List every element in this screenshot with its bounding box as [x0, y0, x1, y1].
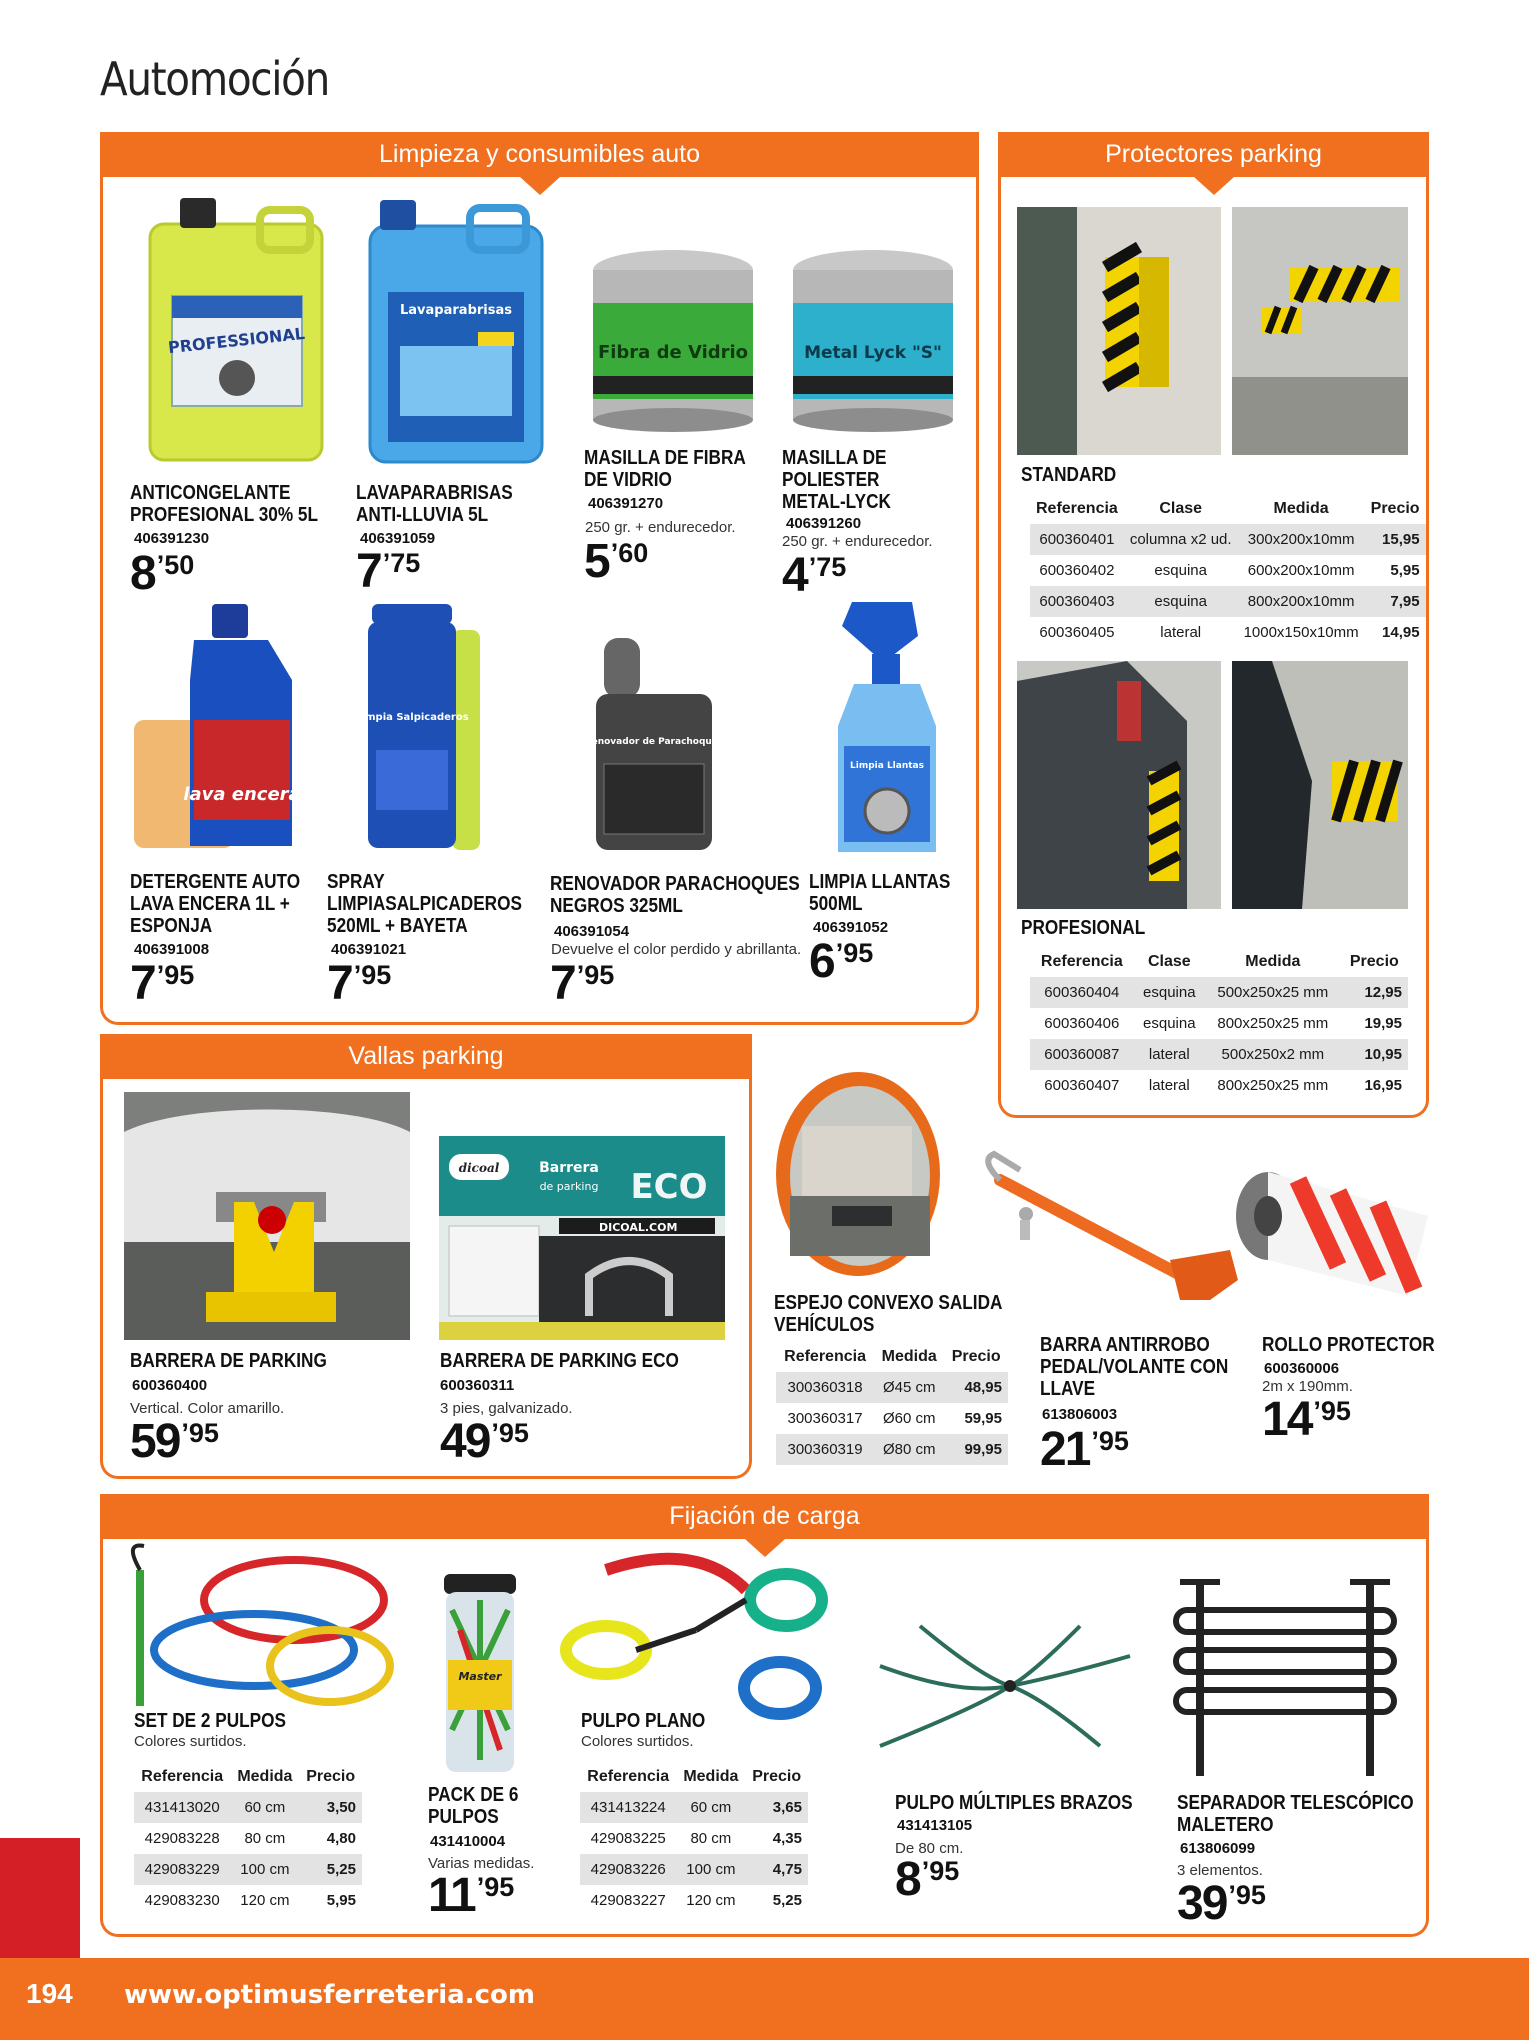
espejo-table	[776, 1344, 1008, 1465]
product-desc: Varias medidas.	[428, 1855, 535, 1872]
product-image-masilla-fibra	[590, 248, 756, 434]
product-name-lavaparabrisas: LAVAPARABRISAS ANTI-LLUVIA 5L	[356, 482, 513, 526]
pack-6-pulpos-image	[440, 1570, 520, 1776]
product-name-limpia-llantas: LIMPIA LLANTAS 500ML	[809, 871, 951, 915]
product-ref: 600360006	[1264, 1360, 1340, 1377]
label-text: Limpia Salpicaderos	[355, 712, 469, 723]
section-header-protectores: Protectores parking	[998, 132, 1429, 177]
product-price: 21 ’95	[1040, 1423, 1129, 1476]
col-header: Clase	[1159, 500, 1203, 517]
product-price: 7 ’75	[356, 545, 421, 598]
col-header: Medida	[683, 1768, 739, 1785]
product-ref: 600360400	[132, 1377, 208, 1394]
barrera-parking-image	[124, 1092, 410, 1340]
pack-url: DICOAL.COM	[599, 1221, 678, 1234]
table-row: 600360405 lateral 1000x150x10mm 14,95	[1039, 624, 1420, 641]
label-text: Limpia Llantas	[850, 761, 924, 771]
espejo-image	[762, 1056, 942, 1280]
product-ref: 406391230	[134, 530, 210, 547]
table-row: 429083230 120 cm 5,95	[144, 1892, 356, 1909]
protector-standard-image-2	[1232, 207, 1408, 455]
product-name-pack-6: PACK DE 6 PULPOS	[428, 1784, 519, 1828]
table-row: 431413020 60 cm 3,50	[134, 1792, 362, 1823]
pulpo-multiples-image	[860, 1616, 1150, 1762]
product-name-masilla-metal: MASILLA DE POLIESTER METAL-LYCK	[782, 447, 891, 513]
product-ref: 613806099	[1180, 1840, 1256, 1857]
protector-profesional-image-2	[1232, 661, 1408, 909]
col-header: Medida	[1273, 500, 1329, 517]
table-row: 429083226 100 cm 4,75	[580, 1854, 808, 1885]
table-row: 600360404 esquina 500x250x25 mm 12,95	[1030, 977, 1408, 1008]
standard-title: STANDARD	[1021, 464, 1117, 486]
set-2-pulpos-table	[134, 1764, 362, 1916]
product-price: 6 ’95	[809, 935, 874, 988]
product-ref: 406391052	[813, 919, 889, 936]
product-ref: 431410004	[430, 1833, 506, 1850]
product-price: 7 ’95	[550, 957, 615, 1010]
product-name-barrera-eco: BARRERA DE PARKING ECO	[440, 1350, 679, 1372]
pulpo-plano-image	[546, 1550, 846, 1736]
table-row: 429083227 120 cm 5,25	[590, 1892, 802, 1909]
pack-brand: dicoal	[458, 1161, 500, 1175]
product-price: 59 ’95	[130, 1415, 219, 1468]
product-ref: 431413105	[897, 1817, 973, 1834]
col-header: Referencia	[587, 1768, 670, 1785]
product-name-detergente: DETERGENTE AUTO LAVA ENCERA 1L + ESPONJA	[130, 871, 301, 937]
col-header: Medida	[237, 1768, 293, 1785]
product-name-separador: SEPARADOR TELESCÓPICO MALETERO	[1177, 1792, 1414, 1836]
page-number: 194	[26, 1978, 73, 2009]
product-desc: 2m x 190mm.	[1262, 1378, 1353, 1395]
product-image-detergente	[132, 600, 302, 856]
product-desc: Devuelve el color perdido y abrillanta.	[551, 941, 802, 958]
table-row: 600360402 esquina 600x200x10mm 5,95	[1039, 562, 1420, 579]
col-header: Precio	[951, 1348, 1001, 1365]
standard-table	[1030, 496, 1426, 648]
product-price: 5 ’60	[584, 535, 649, 588]
protector-profesional-image-1	[1017, 661, 1221, 909]
product-price: 8 ’50	[130, 547, 195, 600]
product-desc: 3 pies, galvanizado.	[440, 1400, 573, 1417]
product-desc: Vertical. Color amarillo.	[130, 1400, 285, 1417]
product-desc: De 80 cm.	[895, 1840, 964, 1857]
product-image-anticongelante	[140, 196, 332, 466]
protector-standard-image-1	[1017, 207, 1221, 455]
page-title: Automoción	[100, 52, 329, 106]
label-text: Metal Lyck "S"	[804, 343, 942, 363]
profesional-title: PROFESIONAL	[1021, 917, 1146, 939]
product-name-masilla-fibra: MASILLA DE FIBRA DE VIDRIO	[584, 447, 746, 491]
table-row: 600360401 columna x2 ud. 300x200x10mm 15,95	[1030, 524, 1426, 555]
product-price: 14 ’95	[1262, 1393, 1351, 1446]
barra-antirrobo-image	[980, 1150, 1250, 1320]
col-header: Medida	[881, 1348, 937, 1365]
product-desc: Colores surtidos.	[581, 1733, 694, 1750]
product-image-limpia-llantas	[832, 596, 942, 858]
col-header: Referencia	[1036, 500, 1118, 517]
table-row: 300360317 Ø60 cm 59,95	[787, 1410, 1002, 1427]
section-header-fijacion: Fijación de carga	[100, 1494, 1429, 1539]
product-name-espejo: ESPEJO CONVEXO SALIDA VEHÍCULOS	[774, 1292, 1003, 1336]
product-image-lavaparabrisas	[360, 196, 552, 468]
product-price: 11 ’95	[428, 1869, 515, 1922]
table-row: 429083225 80 cm 4,35	[590, 1830, 802, 1847]
product-ref: 406391021	[331, 941, 407, 958]
section-header-limpieza: Limpieza y consumibles auto	[100, 132, 979, 177]
col-header: Medida	[1245, 953, 1301, 970]
col-header: Precio	[1370, 500, 1420, 517]
product-price: 39 ’95	[1177, 1877, 1266, 1930]
product-ref: 600360311	[440, 1377, 515, 1394]
product-image-spray	[355, 600, 482, 852]
pack-title: Barrera	[539, 1160, 599, 1176]
table-row: 600360403 esquina 800x200x10mm 7,95	[1030, 586, 1426, 617]
product-name-set-2-pulpos: SET DE 2 PULPOS	[134, 1710, 286, 1732]
product-ref: 406391270	[588, 495, 664, 512]
product-ref: 406391008	[134, 941, 210, 958]
pack-eco: ECO	[630, 1167, 708, 1207]
product-price: 4 ’75	[782, 549, 847, 602]
product-name-pulpo-multiples: PULPO MÚLTIPLES BRAZOS	[895, 1792, 1133, 1814]
product-desc: Colores surtidos.	[134, 1733, 247, 1750]
col-header: Precio	[752, 1768, 802, 1785]
product-name-spray: SPRAY LIMPIASALPICADEROS 520ML + BAYETA	[327, 871, 522, 937]
section-header-vallas: Vallas parking	[100, 1034, 752, 1079]
product-name-barra: BARRA ANTIRROBO PEDAL/VOLANTE CON LLAVE	[1040, 1334, 1229, 1400]
product-name-barrera-parking: BARRERA DE PARKING	[130, 1350, 327, 1372]
product-image-renovador	[584, 634, 724, 854]
product-desc: 3 elementos.	[1177, 1862, 1263, 1879]
product-ref: 406391059	[360, 530, 436, 547]
table-row: 600360087 lateral 500x250x2 mm 10,95	[1030, 1039, 1408, 1070]
label-text: Fibra de Vidrio	[597, 342, 749, 363]
product-name-anticongelante: ANTICONGELANTE PROFESIONAL 30% 5L	[130, 482, 318, 526]
col-header: Precio	[1349, 953, 1399, 970]
product-desc: 250 gr. + endurecedor.	[782, 533, 933, 550]
product-name-rollo: ROLLO PROTECTOR	[1262, 1334, 1435, 1356]
label-text: lava encera	[183, 784, 301, 805]
col-header: Precio	[306, 1768, 356, 1785]
pulpo-plano-table	[580, 1764, 808, 1916]
table-row: 600360406 esquina 800x250x25 mm 19,95	[1044, 1015, 1402, 1032]
table-row: 600360407 lateral 800x250x25 mm 16,95	[1044, 1077, 1402, 1094]
product-image-masilla-metal	[790, 248, 956, 434]
product-desc: 250 gr. + endurecedor.	[585, 519, 736, 536]
label-text: Master	[458, 1670, 502, 1683]
table-row: 300360319 Ø80 cm 99,95	[776, 1434, 1008, 1465]
label-text: Renovador de Parachoques	[584, 737, 724, 747]
footer-url-link[interactable]: www.optimusferreteria.com	[124, 1980, 535, 2010]
table-row: 429083229 100 cm 5,25	[134, 1854, 362, 1885]
label-text: PROFESSIONAL	[167, 323, 306, 358]
set-pulpos-image	[104, 1540, 404, 1720]
label-text: Lavaparabrisas	[400, 303, 512, 318]
product-price: 7 ’95	[327, 957, 392, 1010]
barrera-eco-image	[439, 1136, 725, 1340]
product-name-renovador: RENOVADOR PARACHOQUES NEGROS 325ML	[550, 873, 800, 917]
table-row: 431413224 60 cm 3,65	[580, 1792, 808, 1823]
table-row: 300360318 Ø45 cm 48,95	[776, 1372, 1008, 1403]
product-ref: 406391054	[554, 923, 630, 940]
col-header: Clase	[1147, 953, 1191, 970]
product-ref: 613806003	[1042, 1406, 1118, 1423]
rollo-protector-image	[1228, 1156, 1438, 1298]
col-header: Referencia	[141, 1768, 224, 1785]
col-header: Referencia	[784, 1348, 866, 1365]
separador-maletero-image	[1160, 1560, 1410, 1780]
product-price: 8 ’95	[895, 1853, 960, 1906]
pack-subtitle: de parking	[539, 1180, 599, 1193]
product-ref: 406391260	[786, 515, 862, 532]
col-header: Referencia	[1040, 953, 1123, 970]
product-name-pulpo-plano: PULPO PLANO	[581, 1710, 706, 1732]
profesional-table	[1030, 949, 1408, 1101]
product-price: 49 ’95	[440, 1415, 529, 1468]
table-row: 429083228 80 cm 4,80	[144, 1830, 356, 1847]
product-price: 7 ’95	[130, 957, 195, 1010]
